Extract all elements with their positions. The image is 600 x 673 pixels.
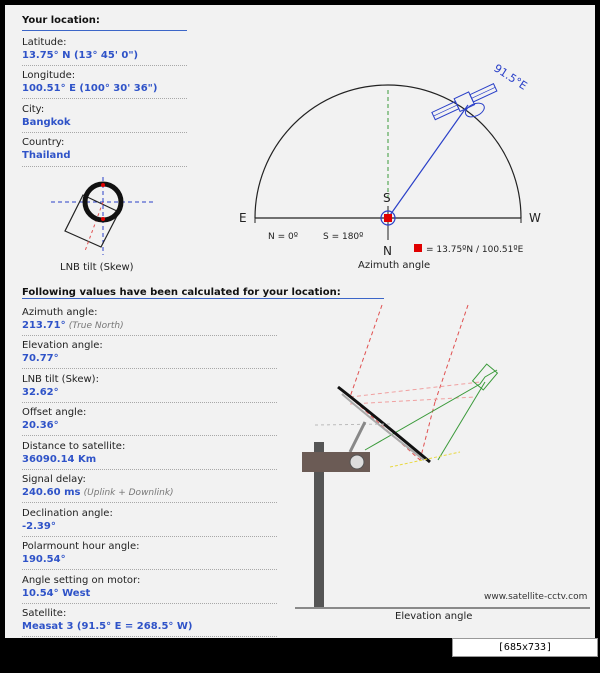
results-heading-rule [22, 298, 384, 299]
result-note: (Uplink + Downlink) [83, 488, 174, 498]
latitude-label: Latitude: [22, 37, 67, 48]
lnb-caption: LNB tilt (Skew) [60, 262, 134, 273]
result-value: 32.62° [22, 387, 59, 398]
result-value: 20.36° [22, 420, 59, 431]
result-item-azimuth [22, 306, 124, 333]
azimuth-diagram [233, 50, 578, 275]
country-value: Thailand [22, 150, 71, 161]
result-label: Angle setting on motor: [22, 575, 141, 586]
result-note: (True North) [68, 321, 124, 331]
watermark: www.satellite-cctv.com [484, 592, 588, 602]
compass-north: N [383, 244, 392, 258]
result-label: Satellite: [22, 608, 67, 619]
separator [22, 469, 277, 470]
location-heading-rule [22, 30, 187, 31]
result-value: 190.54° [22, 554, 66, 565]
location-heading: Your location: [22, 15, 100, 26]
result-value: -2.39° [22, 521, 56, 532]
azimuth-line [388, 105, 468, 218]
separator [22, 166, 187, 167]
coordinates-legend: = 13.75ºN / 100.51ºE [426, 245, 524, 255]
result-item-declination [22, 507, 113, 533]
signal-ray [350, 305, 382, 397]
country-label: Country: [22, 137, 65, 148]
latitude-value: 13.75° N (13° 45' 0") [22, 50, 139, 61]
result-label: Elevation angle: [22, 340, 103, 351]
azimuth-caption: Azimuth angle [358, 260, 431, 271]
latitude-field [22, 36, 138, 62]
result-value: Measat 3 (91.5° E = 268.5° W) [22, 621, 193, 632]
result-item-satellite [22, 607, 193, 633]
lnb-marker-dot [101, 183, 105, 187]
result-value: 240.60 ms [22, 487, 81, 498]
image-host-footer: [685x733] http://upic.me/ [452, 638, 598, 657]
result-label: Polarmount hour angle: [22, 541, 140, 552]
lnb-support [438, 382, 485, 460]
dish-reflector-back [342, 394, 424, 460]
result-label: LNB tilt (Skew): [22, 374, 99, 385]
satellite-calculator-panel [5, 5, 595, 638]
results-heading: Following values have been calculated for your location: [22, 287, 341, 298]
compass-south: S [383, 191, 391, 205]
separator [22, 536, 277, 537]
elevation-diagram [290, 302, 595, 622]
separator [22, 65, 187, 66]
separator [22, 569, 277, 570]
separator [22, 132, 187, 133]
lnb-marker-dot [101, 217, 105, 221]
south-180-note: S = 180º [323, 232, 364, 242]
separator [22, 98, 187, 99]
elevation-reference [390, 452, 460, 467]
separator [22, 502, 277, 503]
city-field [22, 103, 71, 129]
city-label: City: [22, 104, 45, 115]
result-item-elevation [22, 339, 103, 365]
result-label: Offset angle: [22, 407, 87, 418]
result-label: Declination angle: [22, 508, 113, 519]
result-item-hour-angle [22, 540, 139, 566]
lnb-body [65, 195, 119, 247]
longitude-label: Longitude: [22, 70, 76, 81]
elevation-caption: Elevation angle [395, 611, 473, 622]
separator [22, 636, 277, 637]
pivot-icon [350, 455, 364, 469]
satellite-position-label: 91.5°E [491, 61, 530, 93]
result-value: 70.77° [22, 353, 59, 364]
result-value: 213.71° [22, 320, 66, 331]
result-item-lnb-tilt [22, 373, 99, 399]
city-value: Bangkok [22, 117, 71, 128]
separator [22, 603, 277, 604]
separator [22, 368, 277, 369]
result-label: Distance to satellite: [22, 441, 126, 452]
signal-ray [435, 305, 468, 402]
separator [22, 435, 277, 436]
result-value: 36090.14 Km [22, 454, 97, 465]
longitude-value: 100.51° E (100° 30' 36") [22, 83, 158, 94]
legend-marker [414, 244, 422, 252]
mount-arm [350, 422, 365, 452]
result-item-offset [22, 406, 86, 432]
result-item-distance [22, 440, 125, 466]
result-value: 10.54° West [22, 588, 91, 599]
result-item-signal-delay [22, 473, 174, 500]
separator [22, 402, 277, 403]
north-zero-note: N = 0º [268, 232, 298, 242]
location-marker [384, 214, 392, 222]
result-label: Azimuth angle: [22, 307, 98, 318]
separator [22, 335, 277, 336]
compass-west: W [529, 211, 541, 225]
compass-east: E [239, 211, 247, 225]
result-label: Signal delay: [22, 474, 86, 485]
result-item-motor-angle [22, 574, 140, 600]
longitude-field [22, 69, 157, 95]
country-field [22, 136, 71, 162]
lnb-tilt-diagram [43, 175, 163, 275]
